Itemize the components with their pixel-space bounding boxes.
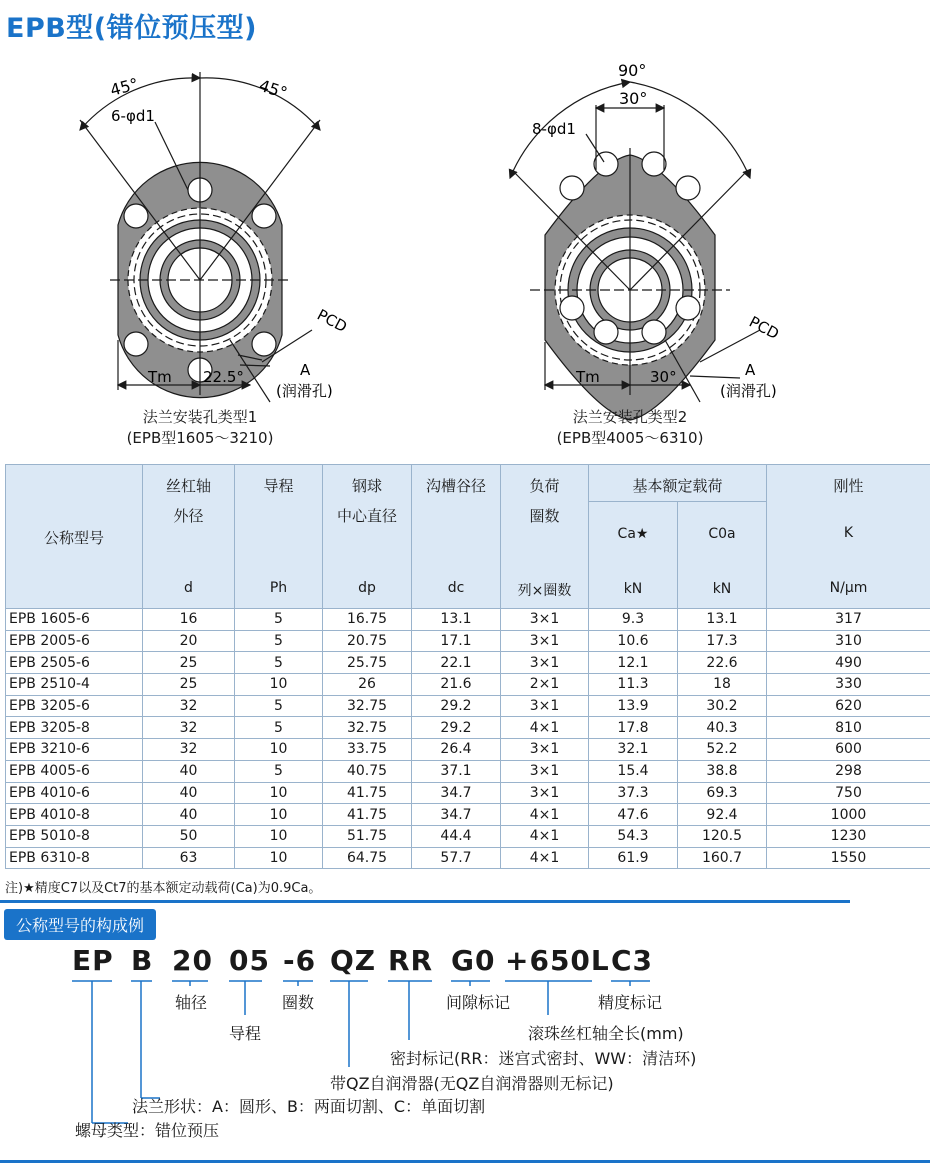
table-cell: 10 [235, 825, 323, 847]
table-cell: 34.7 [412, 804, 501, 826]
table-cell: 17.1 [412, 630, 501, 652]
table-cell: 92.4 [678, 804, 767, 826]
diagram1-angle-right: 45° [256, 75, 290, 103]
header-load [589, 465, 767, 502]
table-cell: 26 [323, 674, 412, 696]
table-cell: 810 [767, 717, 930, 739]
table-cell: 26.4 [412, 739, 501, 761]
label-qz: 带QZ自润滑器(无QZ自润滑器则无标记) [330, 1074, 614, 1093]
table-row [6, 717, 930, 739]
spec-table-body [6, 609, 930, 869]
table-row [6, 804, 930, 826]
table-row [6, 652, 930, 674]
header-turns-l3: 列×圈数 [517, 583, 572, 599]
table-cell: 3×1 [501, 739, 589, 761]
table-cell: 37.3 [589, 782, 678, 804]
table-cell: 40.3 [678, 717, 767, 739]
table-cell: 3×1 [501, 630, 589, 652]
cell-model: EPB 4010-8 [6, 804, 143, 826]
header-model-label: 公称型号 [43, 529, 104, 547]
table-cell: 5 [235, 760, 323, 782]
table-row [6, 695, 930, 717]
table-cell: 10 [235, 782, 323, 804]
table-row [6, 782, 930, 804]
code-seg-g0: G0 [451, 944, 496, 977]
header-stiffness-l2: K [843, 525, 854, 541]
table-cell: 40.75 [323, 760, 412, 782]
table-cell: 30.2 [678, 695, 767, 717]
table-cell: 5 [235, 652, 323, 674]
diagram1-angle-left: 45° [108, 74, 141, 100]
diagram1-port-letter: A [300, 361, 311, 379]
section-tag: 公称型号的构成例 [4, 909, 156, 940]
diagram2-angle-bottom: 30° [650, 368, 677, 386]
label-length: 滚珠丝杠轴全长(mm) [528, 1024, 684, 1043]
code-seg-accuracy: C3 [611, 944, 654, 977]
table-cell: 38.8 [678, 760, 767, 782]
table-cell: 620 [767, 695, 930, 717]
diagram1-caption [100, 406, 300, 448]
header-turns [501, 465, 589, 609]
table-cell: 20 [143, 630, 235, 652]
diagram2-holes-label: 8-φd1 [532, 120, 576, 138]
header-stiffness [767, 465, 930, 609]
table-cell: 50 [143, 825, 235, 847]
table-row [6, 674, 930, 696]
header-stiffness-l1: 刚性 [833, 477, 864, 495]
diagram1-angle-bottom: 22.5° [203, 368, 244, 386]
table-cell: 29.2 [412, 717, 501, 739]
table-cell: 32 [143, 717, 235, 739]
table-cell: 32 [143, 695, 235, 717]
table-cell: 37.1 [412, 760, 501, 782]
header-ball-l3: dp [358, 580, 376, 596]
table-cell: 11.3 [589, 674, 678, 696]
code-seg-lead: 05 [229, 944, 270, 977]
header-ca-label: Ca★ [617, 526, 649, 542]
table-cell: 317 [767, 609, 930, 631]
table-cell: 13.9 [589, 695, 678, 717]
table-cell: 13.1 [412, 609, 501, 631]
diagram1-pcd-label: PCD [314, 305, 351, 337]
table-cell: 3×1 [501, 609, 589, 631]
cell-model: EPB 3205-8 [6, 717, 143, 739]
header-ca-unit: kN [623, 581, 643, 597]
table-cell: 69.3 [678, 782, 767, 804]
diagram2-port-name: (润滑孔) [720, 382, 777, 400]
table-cell: 57.7 [412, 847, 501, 869]
table-cell: 20.75 [323, 630, 412, 652]
table-cell: 4×1 [501, 825, 589, 847]
table-row [6, 630, 930, 652]
table-cell: 41.75 [323, 804, 412, 826]
table-cell: 52.2 [678, 739, 767, 761]
table-cell: 750 [767, 782, 930, 804]
cell-model: EPB 2005-6 [6, 630, 143, 652]
table-cell: 298 [767, 760, 930, 782]
table-cell: 34.7 [412, 782, 501, 804]
header-shaft-l1: 丝杠轴 [165, 477, 211, 495]
table-cell: 3×1 [501, 652, 589, 674]
flange-diagrams [0, 50, 930, 460]
diagram2-angle-outer: 90° [618, 61, 647, 80]
table-cell: 3×1 [501, 782, 589, 804]
code-seg-shaft: 20 [172, 944, 213, 977]
label-shaft: 轴径 [175, 993, 208, 1012]
header-lead-l1: 导程 [263, 477, 294, 495]
diagram2-pcd-label: PCD [746, 312, 783, 344]
table-cell: 310 [767, 630, 930, 652]
cell-model: EPB 3210-6 [6, 739, 143, 761]
table-cell: 600 [767, 739, 930, 761]
table-cell: 2×1 [501, 674, 589, 696]
table-cell: 29.2 [412, 695, 501, 717]
table-row [6, 847, 930, 869]
table-cell: 54.3 [589, 825, 678, 847]
table-cell: 64.75 [323, 847, 412, 869]
table-cell: 25.75 [323, 652, 412, 674]
cell-model: EPB 2510-4 [6, 674, 143, 696]
table-cell: 10.6 [589, 630, 678, 652]
table-cell: 120.5 [678, 825, 767, 847]
header-lead [235, 465, 323, 609]
section-divider-top [0, 900, 850, 903]
footnote: 注)★精度C7以及Ct7的基本额定动载荷(Ca)为0.9Ca。 [5, 881, 322, 896]
label-flange: 法兰形状：A：圆形、B：两面切割、C：单面切割 [132, 1097, 486, 1116]
header-ball-l2: 中心直径 [336, 507, 397, 525]
table-cell: 22.6 [678, 652, 767, 674]
header-ca [589, 502, 678, 609]
table-cell: 5 [235, 717, 323, 739]
header-root-l3: dc [447, 580, 465, 596]
cell-model: EPB 6310-8 [6, 847, 143, 869]
table-cell: 44.4 [412, 825, 501, 847]
table-cell: 40 [143, 782, 235, 804]
diagram1-holes-label: 6-φd1 [111, 107, 155, 125]
table-cell: 13.1 [678, 609, 767, 631]
table-cell: 22.1 [412, 652, 501, 674]
table-cell: 9.3 [589, 609, 678, 631]
code-seg-turns: -6 [283, 944, 317, 977]
table-cell: 25 [143, 674, 235, 696]
cell-model: EPB 4010-6 [6, 782, 143, 804]
table-cell: 10 [235, 739, 323, 761]
spec-table [5, 464, 930, 869]
table-cell: 330 [767, 674, 930, 696]
header-ball-l1: 钢球 [351, 477, 382, 495]
table-row [6, 760, 930, 782]
header-lead-l3: Ph [269, 580, 288, 596]
header-c0a [678, 502, 767, 609]
table-cell: 17.8 [589, 717, 678, 739]
label-lead: 导程 [229, 1024, 262, 1043]
table-cell: 32.1 [589, 739, 678, 761]
table-cell: 3×1 [501, 695, 589, 717]
header-turns-l2: 圈数 [529, 507, 560, 525]
code-seg-b: B [131, 944, 154, 977]
table-cell: 16 [143, 609, 235, 631]
cell-model: EPB 5010-8 [6, 825, 143, 847]
label-gap: 间隙标记 [446, 993, 511, 1012]
table-row [6, 825, 930, 847]
page-title: EPB型(错位预压型) [6, 13, 257, 44]
table-cell: 25 [143, 652, 235, 674]
diagram1-caption-line1: 法兰安装孔类型1 [142, 408, 258, 426]
code-seg-qz: QZ [330, 944, 377, 977]
table-cell: 10 [235, 847, 323, 869]
table-cell: 4×1 [501, 847, 589, 869]
table-cell: 33.75 [323, 739, 412, 761]
cell-model: EPB 4005-6 [6, 760, 143, 782]
header-shaft [143, 465, 235, 609]
diagram1-caption-line2: (EPB型1605～3210) [126, 429, 274, 447]
code-leader-lines [0, 930, 930, 1150]
cell-model: EPB 3205-6 [6, 695, 143, 717]
header-load-label: 基本额定载荷 [632, 477, 723, 495]
table-cell: 40 [143, 760, 235, 782]
header-root-l1: 沟槽谷径 [425, 477, 486, 495]
table-cell: 4×1 [501, 717, 589, 739]
cell-model: EPB 2505-6 [6, 652, 143, 674]
label-turns: 圈数 [282, 993, 315, 1012]
table-cell: 490 [767, 652, 930, 674]
cell-model: EPB 1605-6 [6, 609, 143, 631]
table-cell: 5 [235, 695, 323, 717]
table-cell: 160.7 [678, 847, 767, 869]
header-c0a-label: C0a [708, 526, 736, 542]
header-ball [323, 465, 412, 609]
table-cell: 47.6 [589, 804, 678, 826]
header-turns-l1: 负荷 [529, 477, 560, 495]
label-type: 螺母类型：错位预压 [75, 1121, 220, 1140]
table-cell: 15.4 [589, 760, 678, 782]
table-cell: 18 [678, 674, 767, 696]
table-row [6, 609, 930, 631]
table-cell: 32.75 [323, 717, 412, 739]
diagram2-caption-line1: 法兰安装孔类型2 [572, 408, 688, 426]
section-divider-bottom [0, 1160, 930, 1163]
diagram2-caption [525, 406, 735, 448]
table-cell: 10 [235, 674, 323, 696]
table-cell: 1230 [767, 825, 930, 847]
table-cell: 41.75 [323, 782, 412, 804]
code-seg-ep: EP [72, 944, 114, 977]
diagram2-caption-line2: (EPB型4005～6310) [556, 429, 704, 447]
table-cell: 1550 [767, 847, 930, 869]
code-seg-rr: RR [388, 944, 434, 977]
header-shaft-l3: d [184, 580, 193, 596]
table-cell: 4×1 [501, 804, 589, 826]
table-cell: 32 [143, 739, 235, 761]
table-cell: 12.1 [589, 652, 678, 674]
table-cell: 40 [143, 804, 235, 826]
header-shaft-l2: 外径 [173, 507, 204, 525]
header-model [6, 465, 143, 609]
label-seal: 密封标记(RR：迷宫式密封、WW：清洁环) [390, 1049, 697, 1068]
table-cell: 61.9 [589, 847, 678, 869]
table-cell: 10 [235, 804, 323, 826]
code-seg-length: +650L [505, 944, 610, 977]
diagram2-tm-label: Tm [576, 368, 600, 386]
table-cell: 16.75 [323, 609, 412, 631]
table-cell: 32.75 [323, 695, 412, 717]
diagram2-port-letter: A [745, 361, 756, 379]
table-cell: 1000 [767, 804, 930, 826]
table-cell: 21.6 [412, 674, 501, 696]
table-cell: 5 [235, 630, 323, 652]
table-cell: 17.3 [678, 630, 767, 652]
header-stiffness-l3: N/μm [829, 580, 868, 596]
label-accuracy: 精度标记 [598, 993, 663, 1012]
table-cell: 3×1 [501, 760, 589, 782]
table-cell: 51.75 [323, 825, 412, 847]
table-row [6, 739, 930, 761]
table-cell: 5 [235, 609, 323, 631]
diagram1-port-name: (润滑孔) [276, 382, 333, 400]
model-code-breakdown [0, 930, 930, 1150]
table-cell: 63 [143, 847, 235, 869]
diagram1-tm-label: Tm [148, 368, 172, 386]
diagram2-angle-inner: 30° [619, 89, 648, 108]
header-root [412, 465, 501, 609]
header-c0a-unit: kN [712, 581, 732, 597]
